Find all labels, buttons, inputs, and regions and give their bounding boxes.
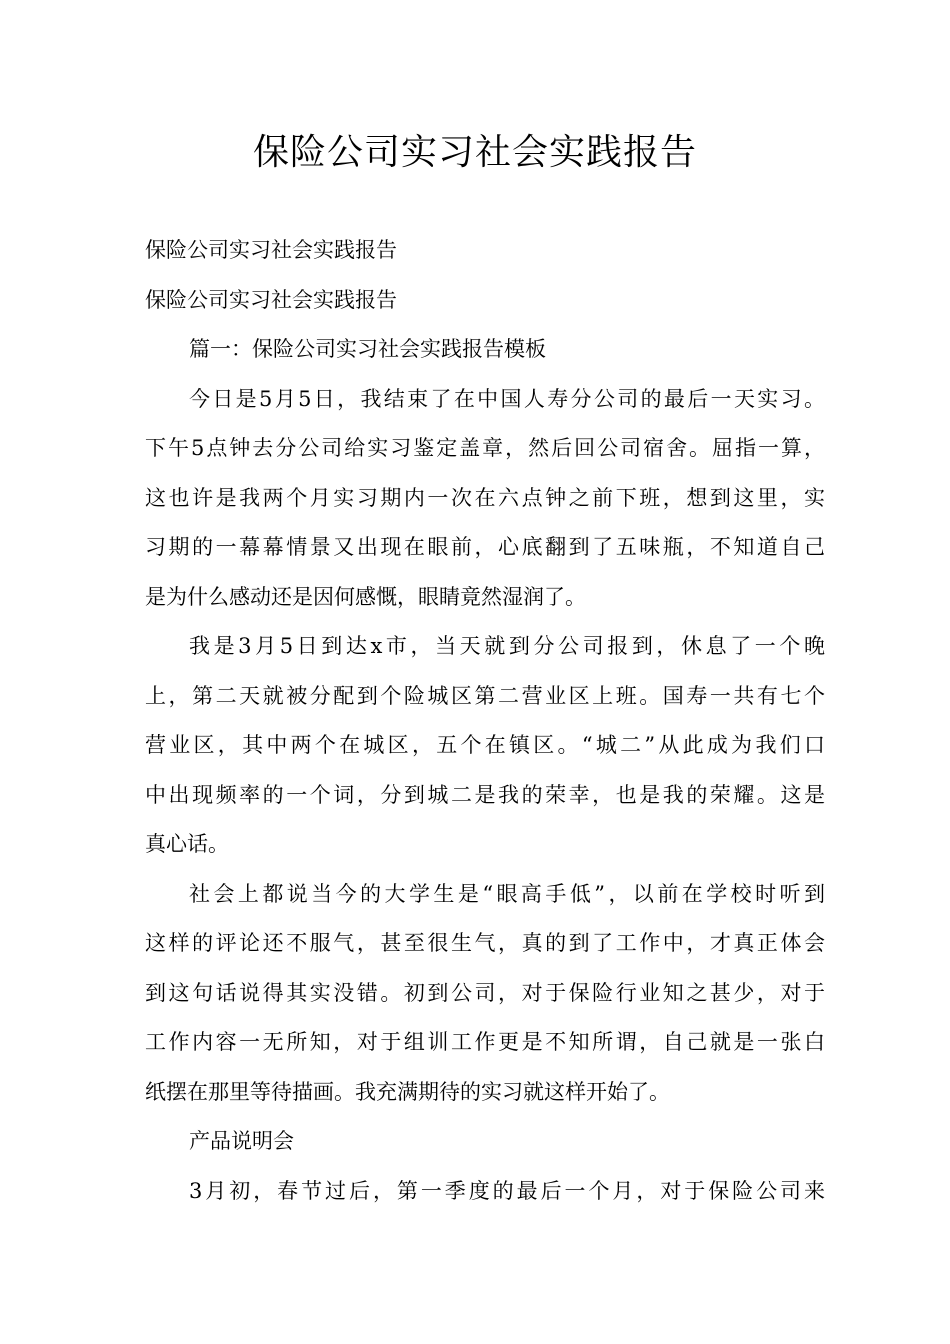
text-line: 今日是5月5日，我结束了在中国人寿分公司的最后一天实习。 (189, 386, 825, 411)
text-line: 上，第二天就被分配到个险城区第二营业区上班。国寿一共有七个 (145, 683, 825, 708)
text-line: 中出现频率的一个词，分到城二是我的荣幸，也是我的荣耀。这是 (145, 782, 825, 807)
text-line: 营业区，其中两个在城区，五个在镇区。“城二”从此成为我们口 (145, 733, 825, 757)
text-line: 社会上都说当今的大学生是“眼高手低”，以前在学校时听到 (189, 881, 825, 906)
text-line: 产品说明会 (189, 1129, 294, 1153)
text-line: 这也许是我两个月实习期内一次在六点钟之前下班，想到这里，实 (145, 485, 825, 510)
text-line: 真心话。 (145, 832, 229, 856)
text-line: 纸摆在那里等待描画。我充满期待的实习就这样开始了。 (145, 1079, 670, 1104)
text-line: 是为什么感动还是因何感慨，眼睛竟然湿润了。 (145, 584, 586, 609)
document-title: 保险公司实习社会实践报告 (252, 132, 697, 173)
text-line: 保险公司实习社会实践报告 (145, 238, 397, 262)
document-body (145, 226, 825, 1216)
text-line: 3月初，春节过后，第一季度的最后一个月，对于保险公司来 (189, 1178, 825, 1203)
text-line: 工作内容一无所知，对于组训工作更是不知所谓，自己就是一张白 (145, 1030, 825, 1054)
text-line: 这样的评论还不服气，甚至很生气，真的到了工作中，才真正体会 (145, 931, 825, 955)
text-line: 保险公司实习社会实践报告 (145, 287, 397, 312)
text-line: 篇一：保险公司实习社会实践报告模板 (189, 337, 546, 361)
text-line: 下午5点钟去分公司给实习鉴定盖章，然后回公司宿舍。屈指一算， (145, 436, 825, 460)
text-line: 习期的一幕幕情景又出现在眼前，心底翻到了五味瓶，不知道自己 (145, 535, 825, 559)
text-line: 我是3月5日到达x市，当天就到分公司报到，休息了一个晚 (189, 634, 825, 658)
text-line: 到这句话说得其实没错。初到公司，对于保险行业知之甚少，对于 (145, 980, 825, 1005)
